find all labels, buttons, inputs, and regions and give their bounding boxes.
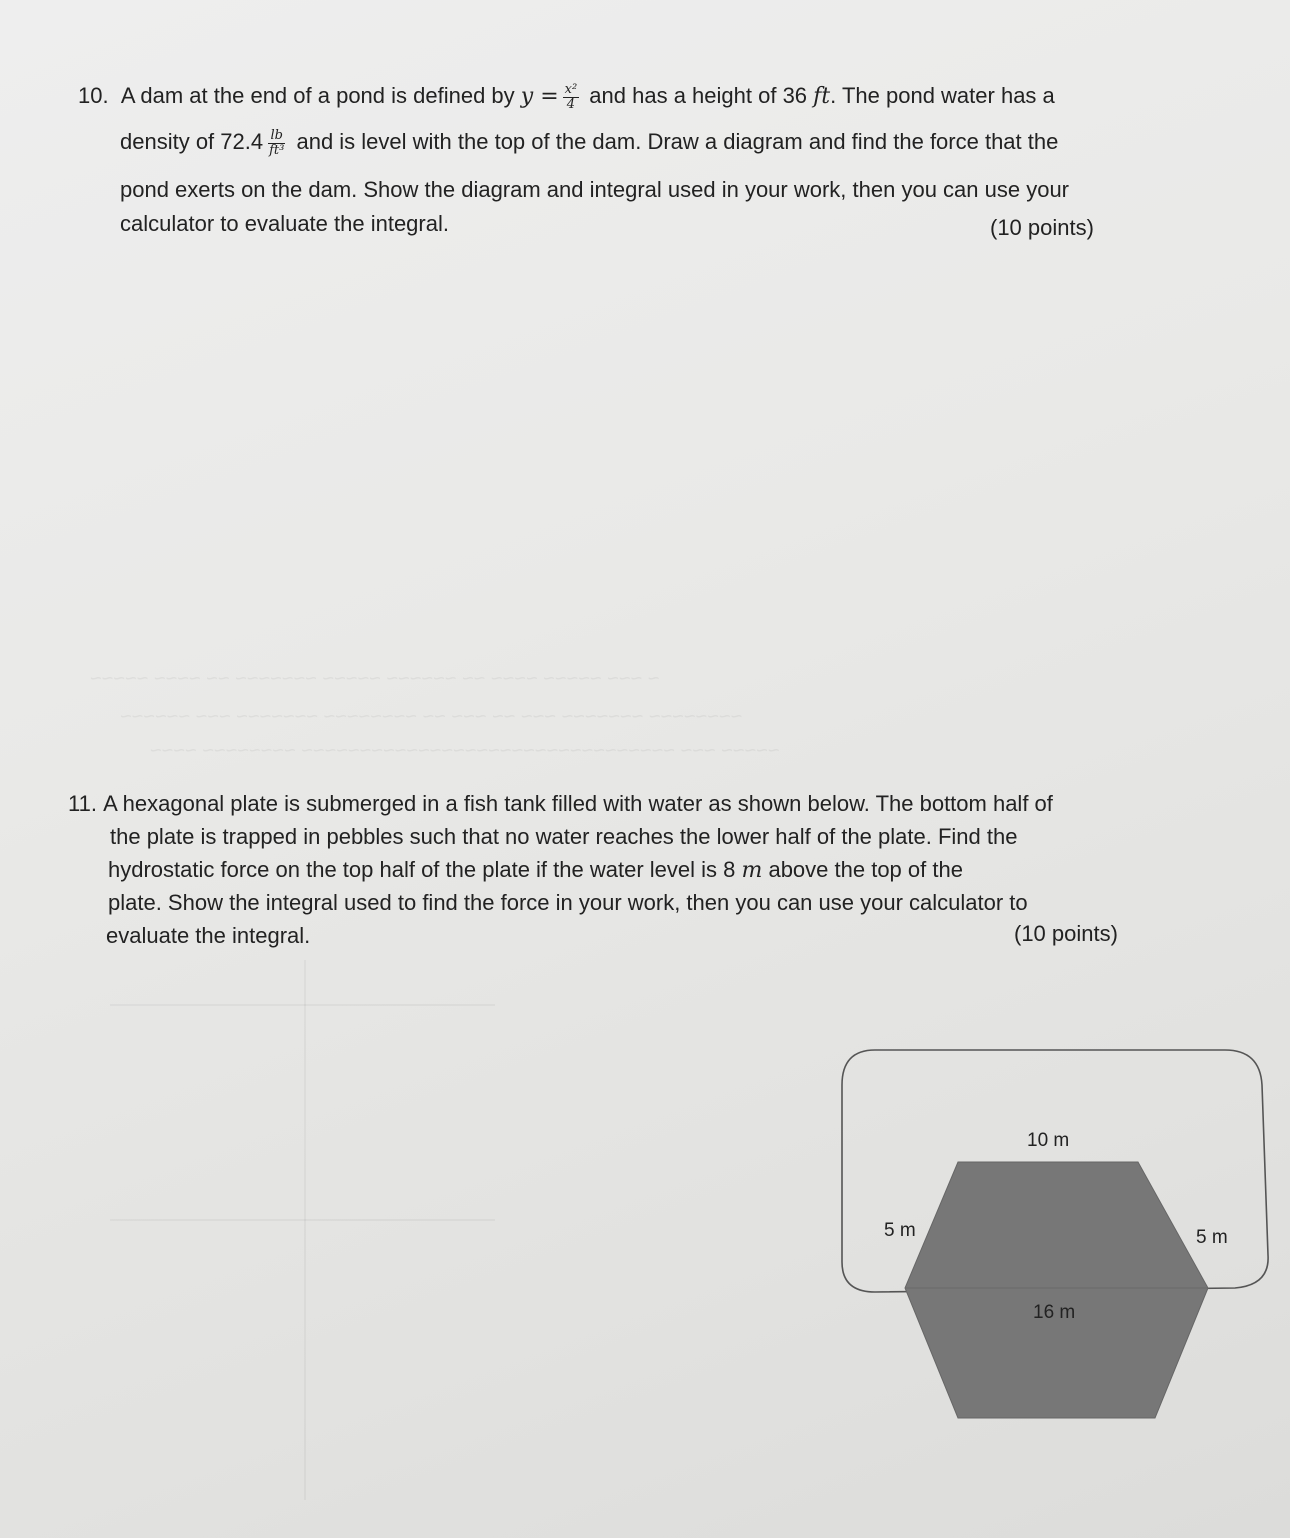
- problem-10-number: 10.: [78, 83, 109, 108]
- problem-11-line-5: evaluate the integral.: [106, 923, 311, 948]
- bleed-through-grid: [110, 960, 500, 1520]
- equation-y: y =: [520, 84, 559, 109]
- problem-10-text-2a: density of 72.4: [120, 129, 264, 154]
- problem-11-line-1: [68, 788, 1053, 820]
- problem-11-text-3b: above the top of the: [762, 857, 963, 882]
- bleed-through-text: ~~~~~~~~ ~~~~~~~ ~~~ ~~ ~~~ ~~ ~~~~~~~~ ~~~~~~~ ~~~ ~~~~~~: [120, 706, 743, 728]
- unit-ft: ft: [813, 84, 831, 109]
- hexagonal-plate: [905, 1162, 1208, 1418]
- problem-11-line-4: plate. Show the integral used to find the force in your work, then you can use your calculator to: [108, 890, 1028, 915]
- label-top-width: 10 m: [1027, 1130, 1070, 1151]
- problem-10-line-1: [78, 80, 1055, 113]
- fraction-denominator: ft³: [269, 142, 285, 158]
- bleed-through-text: ~ ~~~ ~~~~~ ~~~~ ~~ ~~~~~~ ~~~~~ ~~~~~~~ ~~ ~~~~ ~~~~~: [90, 668, 660, 690]
- problem-10-text-1a: A dam at the end of a pond is defined by: [120, 83, 521, 108]
- bleed-through-text: ~~~~~ ~~~ ~~~~~~~~~~~~~~~~~~~~~~~~~~~~~~~~ ~~~~~~~~ ~~~~: [150, 740, 780, 762]
- label-right-side: 5 m: [1196, 1227, 1228, 1248]
- problem-11-text-3a: hydrostatic force on the top half of the plate if the water level is 8: [108, 857, 742, 882]
- label-middle-width: 16 m: [1033, 1302, 1076, 1323]
- problem-10-text-2b: and is level with the top of the dam. Draw a diagram and find the force that the: [290, 129, 1059, 154]
- fraction-x2-over-4: [563, 83, 580, 112]
- problem-10-points: (10 points): [990, 215, 1094, 240]
- problem-10-text-1c: . The pond water has a: [830, 83, 1055, 108]
- problem-11-line-2: the plate is trapped in pebbles such that no water reaches the lower half of the plate. Find the: [110, 824, 1018, 849]
- problem-10-line-3: pond exerts on the dam. Show the diagram and integral used in your work, then you can use your: [120, 177, 1070, 202]
- problem-11-number: 11.: [68, 791, 97, 816]
- problem-10-line-4: calculator to evaluate the integral.: [120, 211, 449, 236]
- problem-10-line-2: [120, 126, 1058, 158]
- unit-m: m: [741, 858, 763, 883]
- problem-11-points: (10 points): [1014, 921, 1118, 946]
- fraction-numerator: x²: [564, 81, 578, 97]
- problem-11-line-3: [108, 854, 963, 887]
- fraction-lb-over-ft3: [267, 129, 286, 158]
- fraction-denominator: 4: [566, 96, 576, 112]
- fraction-numerator: lb: [270, 127, 283, 143]
- label-left-side: 5 m: [884, 1220, 916, 1241]
- problem-11-text-1: A hexagonal plate is submerged in a fish tank filled with water as shown below. The bottom half of: [103, 791, 1053, 816]
- problem-10-text-1b: and has a height of 36: [583, 83, 814, 108]
